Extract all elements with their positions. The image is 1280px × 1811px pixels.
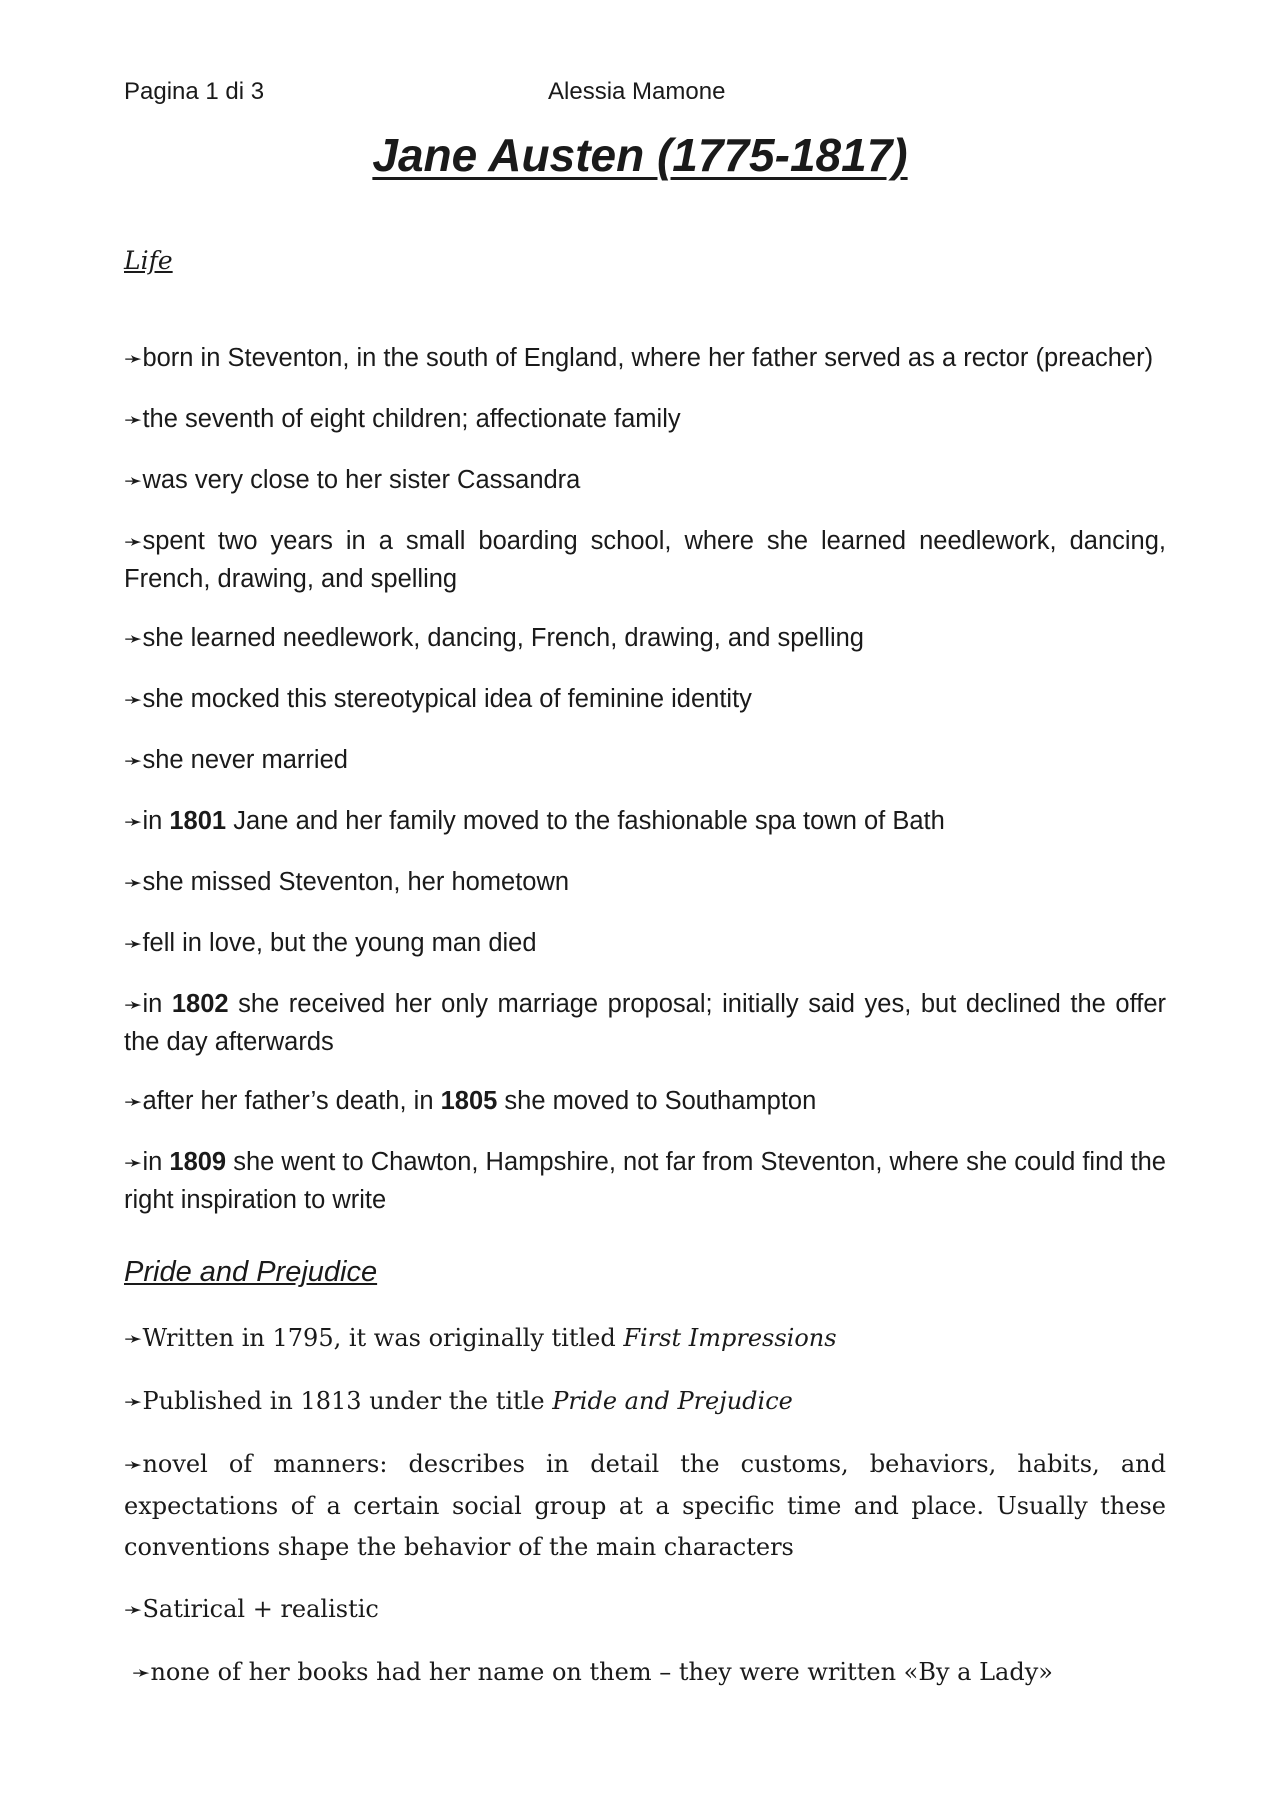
list-item: ➛Written in 1795, it was originally titled First Impressions [124, 1324, 837, 1352]
life-list [124, 340, 1166, 1241]
arrow-bullet-icon: ➛ [124, 871, 143, 896]
arrow-bullet-icon: ➛ [124, 627, 143, 652]
list-item: ➛Satirical + realistic [124, 1595, 379, 1623]
year: 1801 [169, 807, 227, 835]
list-item: ➛fell in love, but the young man died [124, 929, 537, 957]
arrow-bullet-icon: ➛ [124, 1090, 143, 1115]
list-item: ➛in 1802 she received her only marriage proposal; initially said yes, but declined the offer the day afterwards [124, 990, 1166, 1056]
list-item: ➛she learned needlework, dancing, French, drawing, and spelling [124, 624, 864, 652]
arrow-bullet-icon: ➛ [124, 1390, 143, 1415]
list-item: ➛none of her books had her name on them – they were written «By a Lady» [132, 1658, 1053, 1686]
arrow-bullet-icon: ➛ [124, 810, 143, 835]
list-item: ➛she mocked this stereotypical idea of feminine identity [124, 685, 752, 713]
life-heading: Life [124, 246, 173, 275]
arrow-bullet-icon: ➛ [124, 749, 143, 774]
list-item: ➛was very close to her sister Cassandra [124, 466, 581, 494]
arrow-bullet-icon: ➛ [124, 469, 143, 494]
arrow-bullet-icon: ➛ [124, 408, 143, 433]
list-item: ➛the seventh of eight children; affectionate family [124, 405, 681, 433]
list-item: ➛born in Steventon, in the south of England, where her father served as a rector (preacher) [124, 344, 1154, 372]
pride-list [124, 1318, 1166, 1715]
page-number: Pagina 1 di 3 [124, 78, 265, 105]
arrow-bullet-icon: ➛ [124, 530, 143, 555]
list-item: ➛Published in 1813 under the title Pride and Prejudice [124, 1387, 793, 1415]
arrow-bullet-icon: ➛ [124, 1453, 143, 1478]
list-item: ➛in 1801 Jane and her family moved to the fashionable spa town of Bath [124, 807, 945, 835]
book-title: Pride and Prejudice [552, 1387, 793, 1415]
document-title: Jane Austen (1775-1817) [372, 129, 908, 181]
author-name: Alessia Mamone [548, 78, 726, 105]
arrow-bullet-icon: ➛ [124, 1151, 143, 1176]
year: 1802 [171, 990, 229, 1018]
arrow-bullet-icon: ➛ [124, 1598, 143, 1623]
page-header [124, 78, 1156, 108]
arrow-bullet-icon: ➛ [124, 347, 143, 372]
arrow-bullet-icon: ➛ [124, 1327, 143, 1352]
book-title: First Impressions [623, 1324, 837, 1352]
arrow-bullet-icon: ➛ [124, 932, 143, 957]
arrow-bullet-icon: ➛ [124, 688, 143, 713]
list-item: ➛she missed Steventon, her hometown [124, 868, 570, 896]
list-item: ➛after her father’s death, in 1805 she moved to Southampton [124, 1087, 817, 1115]
list-item: ➛in 1809 she went to Chawton, Hampshire, not far from Steventon, where she could find the right inspiration to write [124, 1148, 1166, 1214]
year: 1809 [169, 1148, 227, 1176]
year: 1805 [440, 1087, 498, 1115]
arrow-bullet-icon: ➛ [132, 1661, 151, 1686]
list-item: ➛spent two years in a small boarding school, where she learned needlework, dancing, French, drawing, and spelling [124, 527, 1166, 593]
list-item: ➛she never married [124, 746, 348, 774]
arrow-bullet-icon: ➛ [124, 993, 143, 1018]
pride-prejudice-heading: Pride and Prejudice [124, 1256, 378, 1288]
list-item: ➛novel of manners: describes in detail the customs, behaviors, habits, and expectations of a certain social group at a specific time and place. Usually these conventions shape the behavior of the main characters [124, 1450, 1166, 1561]
